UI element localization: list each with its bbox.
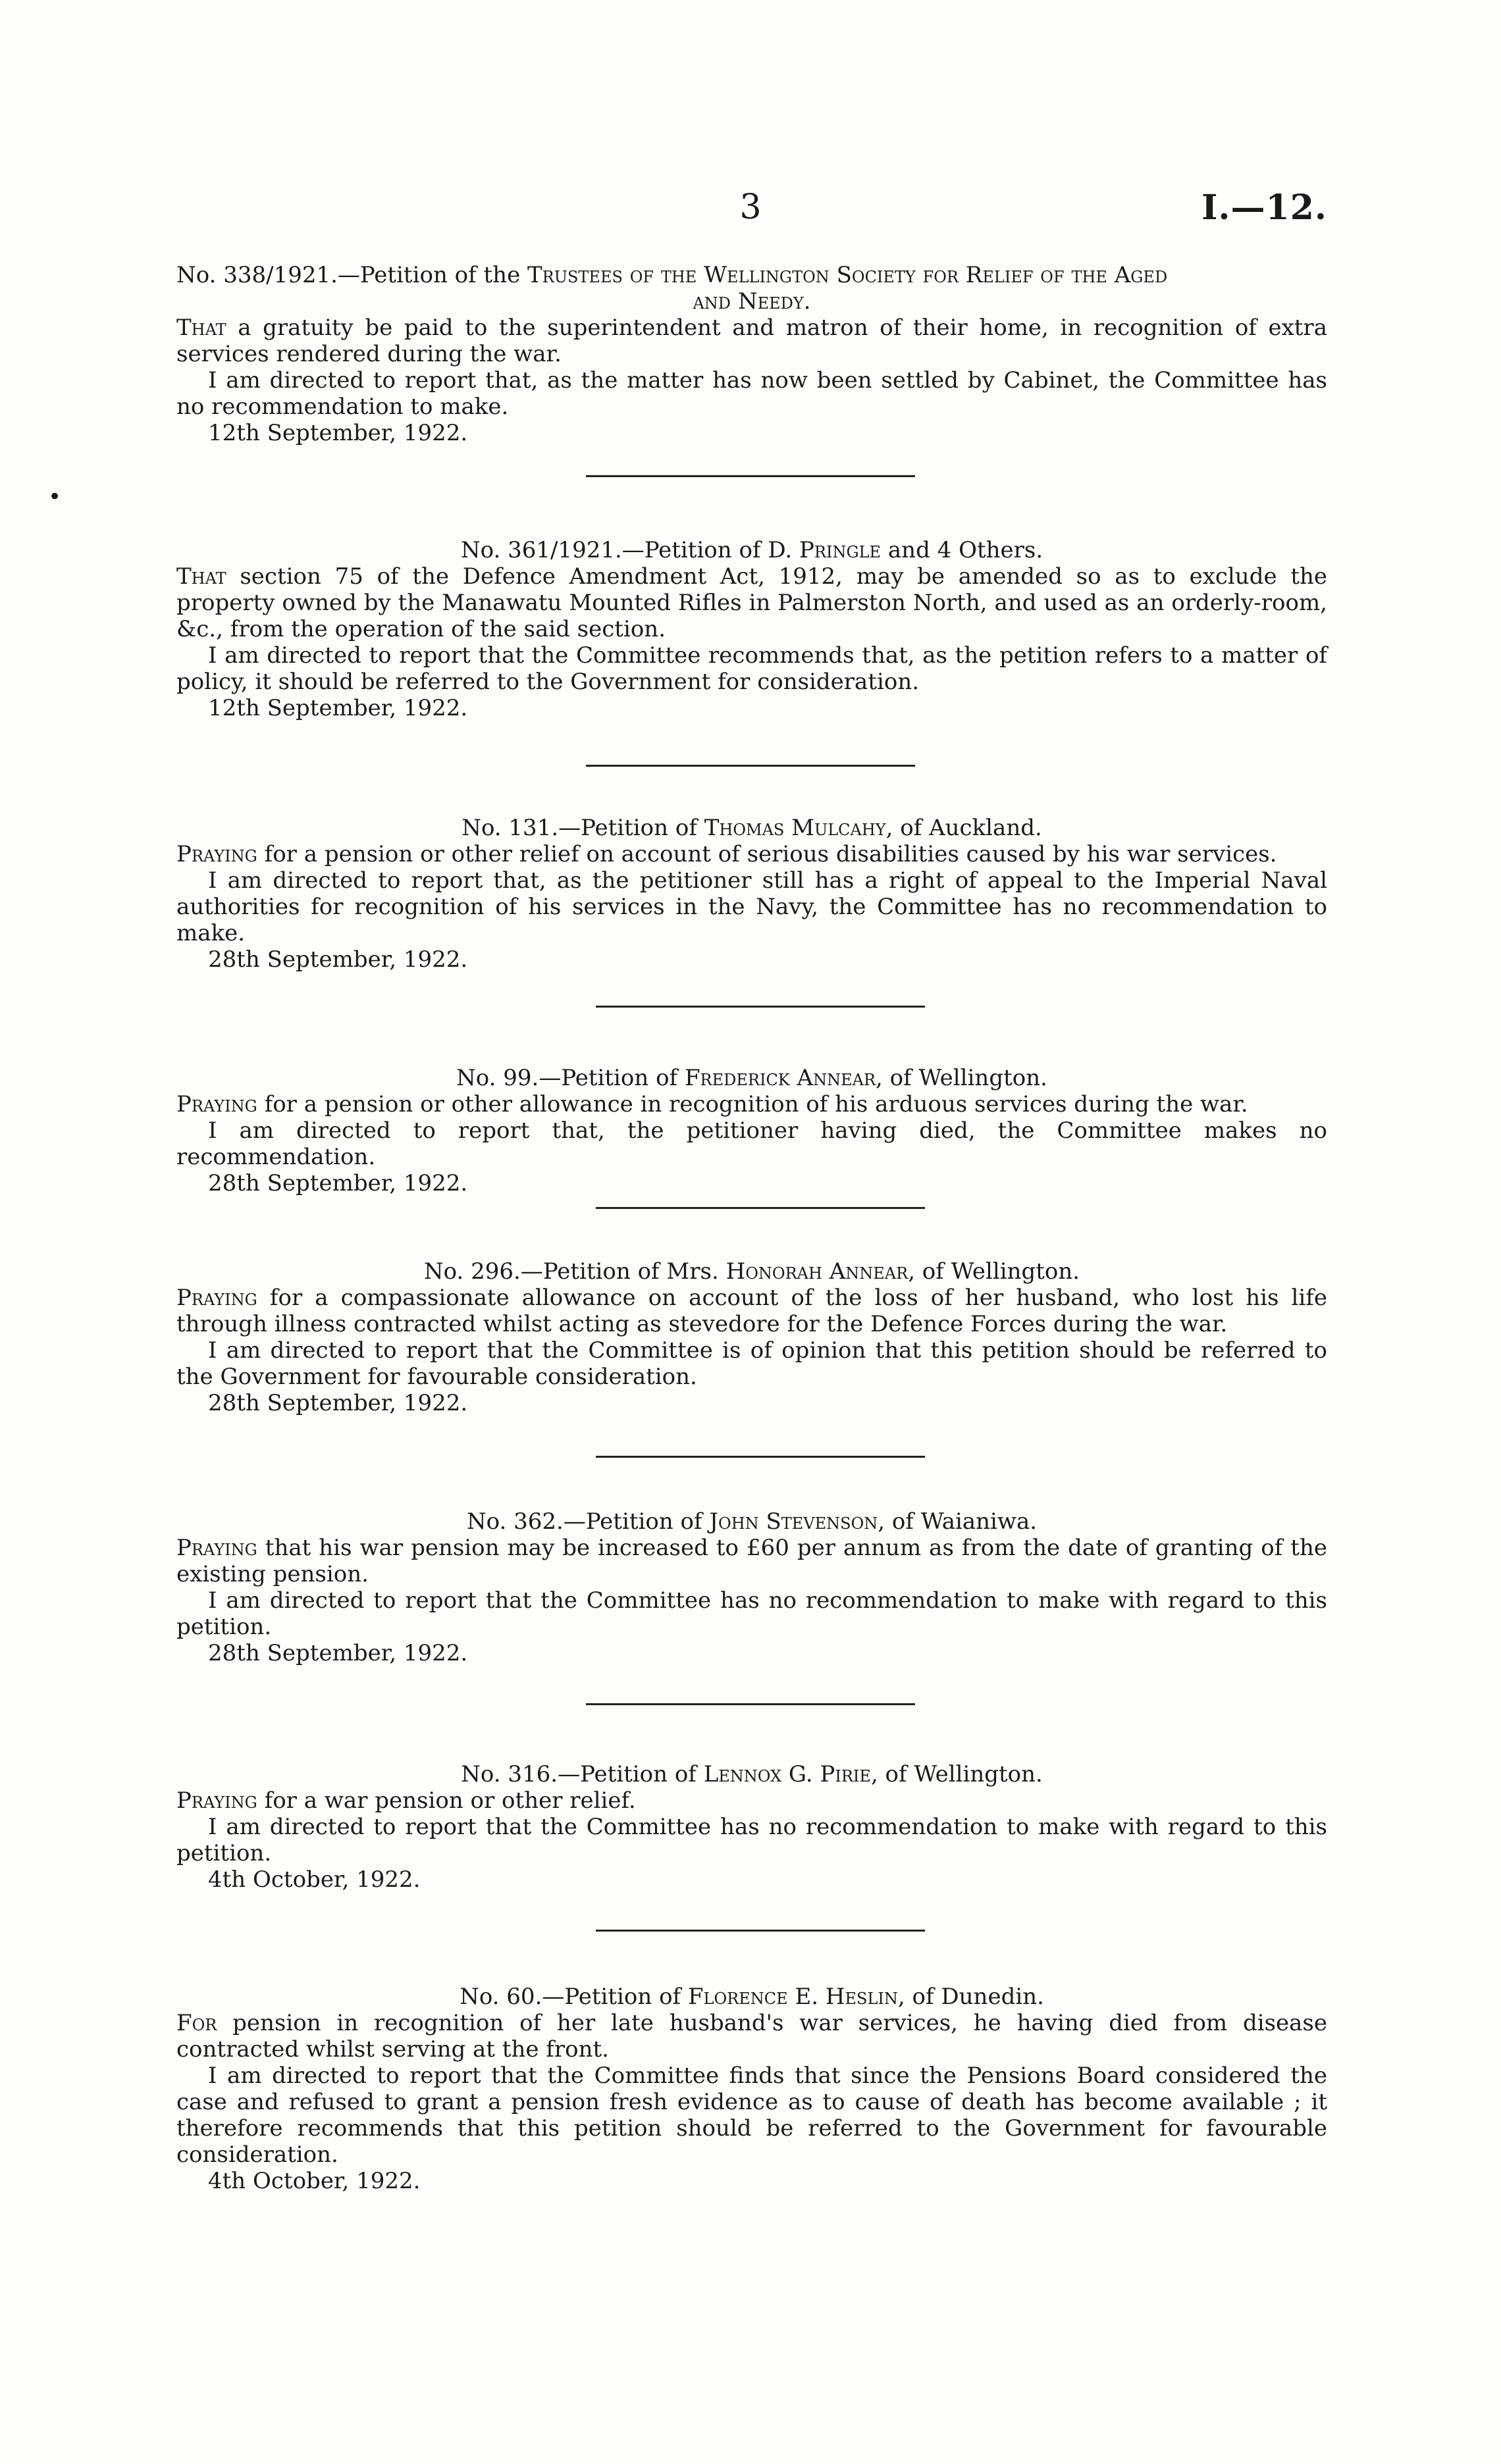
petition-prayer: that his war pension may be increased to £60 per annum as from the date of granting of the existing pension. (176, 1535, 1327, 1587)
petition-block-362 (176, 1508, 1327, 1666)
petition-block-131 (176, 815, 1327, 973)
petition-heading (176, 1508, 1327, 1535)
lead-word: Praying (176, 1285, 257, 1311)
section-divider (596, 1456, 925, 1458)
petition-text (176, 315, 1327, 420)
lead-word: That (176, 563, 226, 590)
petition-block-99 (176, 1065, 1327, 1196)
section-divider (596, 1006, 925, 1008)
petition-heading-suffix: and 4 Others. (881, 537, 1043, 563)
petition-text (176, 2010, 1327, 2168)
petition-heading-suffix: , of Wellington. (908, 1258, 1080, 1285)
petition-text (176, 841, 1327, 946)
lead-word: Praying (176, 1787, 257, 1814)
petitioner-name: Trustees of the Wellington Society for Relief of the Aged (527, 262, 1168, 288)
committee-report: I am directed to report that the Committee has no recommendation to make with regard to this petition. (176, 1814, 1327, 1866)
petition-prayer: for a pension or other allowance in recognition of his arduous services during the war. (257, 1091, 1248, 1117)
petition-number: No. 131.—Petition of (461, 815, 697, 841)
petition-heading (176, 1984, 1327, 2010)
petitioner-name-continued: and Needy. (693, 288, 811, 315)
petition-text (176, 563, 1327, 695)
committee-report: I am directed to report that the Committee has no recommendation to make with regard to this petition. (176, 1587, 1327, 1640)
petition-heading (176, 1258, 1327, 1285)
page-number: 3 (739, 188, 762, 227)
petitioner-name: Frederick Annear (684, 1065, 876, 1091)
stray-ink-mark: • (48, 484, 62, 510)
committee-report: I am directed to report that the Committee recommends that, as the petition refers to a matter of policy, it should be referred to the Government for consideration. (176, 642, 1327, 695)
committee-report: I am directed to report that the Committee is of opinion that this petition should be referred to the Government for favourable consideration. (176, 1337, 1327, 1390)
petition-heading (176, 815, 1327, 841)
section-divider (596, 1930, 925, 1932)
petition-block-361 (176, 537, 1327, 721)
section-divider (596, 1207, 925, 1209)
petition-prayer: pension in recognition of her late husband's war services, he having died from disease contracted whilst serving at the front. (176, 2010, 1327, 2063)
committee-report: I am directed to report that the Committee finds that since the Pensions Board considered the case and refused to grant a pension fresh evidence as to cause of death has become available ; it therefore recommends that this petition should be referred to the Government for favourable consideration. (176, 2063, 1327, 2168)
committee-report: I am directed to report that, as the petitioner still has a right of appeal to the Imperial Naval authorities for recognition of his services in the Navy, the Committee has no recommendation to make. (176, 867, 1327, 946)
petition-heading-suffix: , of Wellington. (876, 1065, 1047, 1091)
petition-heading (176, 537, 1327, 563)
petition-text (176, 1285, 1327, 1390)
petition-heading (176, 1761, 1327, 1787)
lead-word: Praying (176, 841, 257, 867)
petition-number: No. 316.—Petition of (461, 1761, 697, 1787)
report-date: 12th September, 1922. (208, 695, 468, 721)
petitioner-name: John Stevenson (709, 1508, 878, 1535)
petition-prayer: a gratuity be paid to the superintendent and matron of their home, in recognition of extra services rendered during the war. (176, 315, 1327, 367)
petition-text (176, 1787, 1327, 1866)
petitioner-name: Honorah Annear (725, 1258, 908, 1285)
petition-number: No. 361/1921.—Petition of (460, 537, 761, 563)
lead-word: That (176, 315, 226, 341)
report-date: 28th September, 1922. (208, 1390, 468, 1416)
petition-prayer: for a war pension or other relief. (257, 1787, 636, 1814)
petition-number: No. 99.—Petition of (456, 1065, 678, 1091)
petition-block-60 (176, 1984, 1327, 2194)
petition-heading-continued (176, 288, 1327, 315)
petition-prayer: section 75 of the Defence Amendment Act, 1912, may be amended so as to exclude the property owned by the Manawatu Mounted Rifles in Palmerston North, and used as an orderly-room, &c., from the operation of the said section. (176, 563, 1327, 642)
report-date: 28th September, 1922. (208, 946, 468, 973)
lead-word: Praying (176, 1535, 257, 1561)
petition-heading-suffix: , of Wellington. (870, 1761, 1043, 1787)
petitioner-name: Thomas Mulcahy (704, 815, 886, 841)
petition-number: No. 338/1921.—Petition of the (176, 262, 521, 288)
report-date: 28th September, 1922. (208, 1640, 468, 1666)
petition-prayer: for a compassionate allowance on account of the loss of her husband, who lost his life through illness contracted whilst acting as stevedore for the Defence Forces during the war. (176, 1285, 1327, 1337)
petitioner-name: Lennox G. Pirie (703, 1761, 871, 1787)
petition-heading-suffix: , of Waianiwa. (878, 1508, 1038, 1535)
section-divider (586, 1703, 915, 1705)
petition-block-316 (176, 1761, 1327, 1893)
report-date: 12th September, 1922. (208, 420, 468, 446)
petition-text (176, 1091, 1327, 1170)
petition-number: No. 362.—Petition of (466, 1508, 702, 1535)
petition-text (176, 1535, 1327, 1640)
petition-block-296 (176, 1258, 1327, 1416)
petition-block-338 (176, 262, 1327, 446)
petition-number: No. 60.—Petition of (460, 1984, 681, 2010)
petition-heading-suffix: , of Dunedin. (897, 1984, 1044, 2010)
petitioner-name: Florence E. Heslin (687, 1984, 898, 2010)
committee-report: I am directed to report that, the petitioner having died, the Committee makes no recommendation. (176, 1117, 1327, 1170)
petition-heading (176, 1065, 1327, 1091)
report-date: 4th October, 1922. (208, 2168, 421, 2194)
section-divider (586, 765, 915, 767)
petition-number: No. 296.—Petition of Mrs. (423, 1258, 719, 1285)
report-date: 4th October, 1922. (208, 1866, 421, 1893)
lead-word: Praying (176, 1091, 257, 1117)
committee-report: I am directed to report that, as the matter has now been settled by Cabinet, the Committee has no recommendation to make. (176, 367, 1327, 420)
petition-prayer: for a pension or other relief on account of serious disabilities caused by his war services. (257, 841, 1277, 867)
petition-heading-suffix: , of Auckland. (885, 815, 1042, 841)
lead-word: For (176, 2010, 217, 2036)
document-reference: I.—12. (1201, 188, 1327, 228)
petitioner-name: D. Pringle (768, 537, 882, 563)
section-divider (586, 475, 915, 477)
petition-heading (176, 262, 1327, 288)
report-date: 28th September, 1922. (208, 1170, 468, 1196)
